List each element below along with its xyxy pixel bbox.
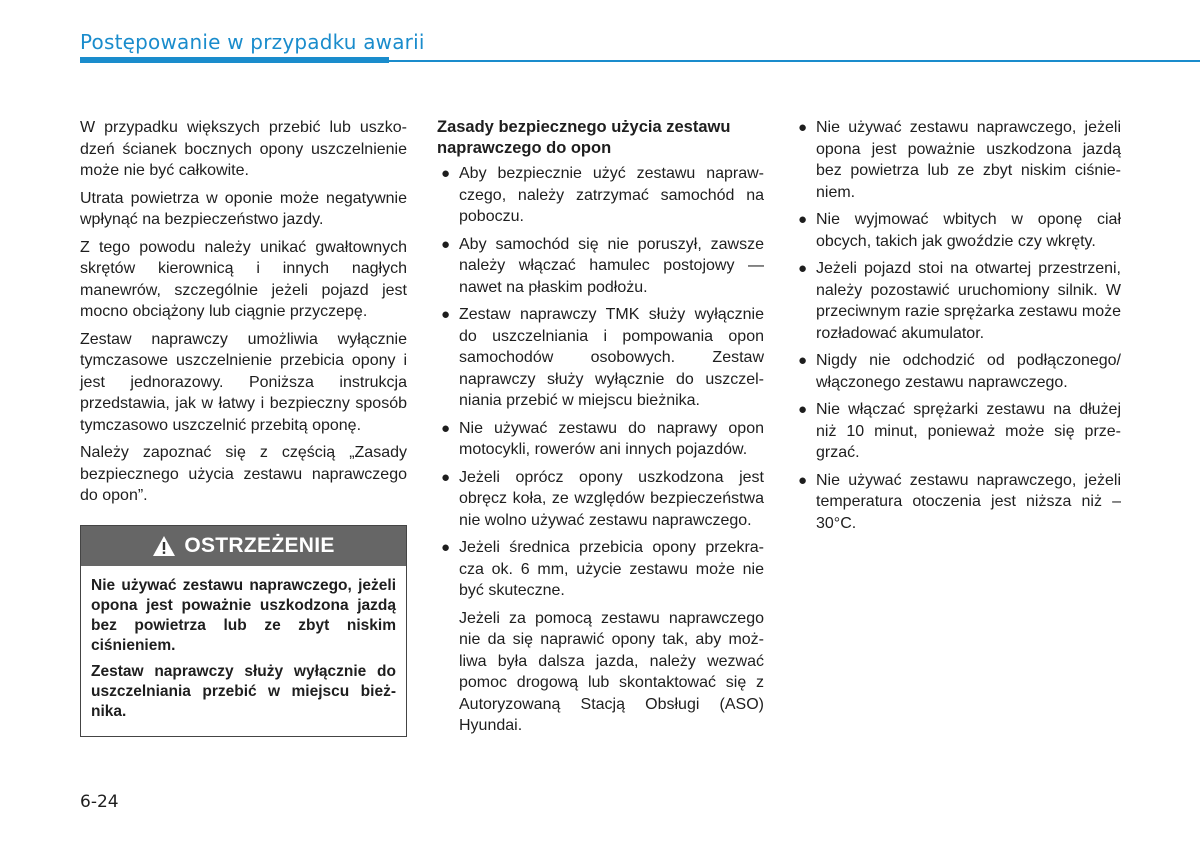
warning-body bbox=[81, 566, 406, 736]
list-item: ● Aby samochód się nie poruszył, zawsze należy włączać hamulec postojowy — nawet na płaskim podłożu. bbox=[441, 235, 764, 296]
bullet-icon: ● bbox=[441, 539, 451, 556]
list-item: ● Nie używać zestawu do naprawy opon motocykli, rowerów ani innych pojazdów. bbox=[441, 419, 764, 458]
bullet-icon: ● bbox=[441, 468, 451, 486]
warning-header bbox=[81, 526, 406, 566]
column-3 bbox=[794, 117, 1121, 540]
list-item: ● Jeżeli średnica przebicia opony przekracza ok. 6 mm, użycie zestawu może nie być skuteczne. bbox=[441, 539, 764, 599]
section-title: Postępowanie w przypadku awarii bbox=[80, 30, 425, 54]
paragraph: Należy zapoznać się z częścią „Zasady bezpiecznego użycia zestawu naprawczego do opon”. bbox=[80, 444, 407, 504]
column-2 bbox=[437, 117, 764, 743]
paragraph: Zestaw naprawczy umożliwia wyłącznie tymczasowe uszczelnienie przebicia opony i jest jednorazowy. Poniższa instrukcja przedstawia, jak w łatwy i bezpieczny sposób tymczasowo uszczelnić przebitą oponę. bbox=[80, 330, 407, 434]
list-item: ● Nie używać zestawu naprawczego, jeżeli temperatura otoczenia jest niższa niż –30°C. bbox=[798, 471, 1121, 532]
list-item: ● Aby bezpiecznie użyć zestawu naprawczego, należy zatrzymać samochód na poboczu. bbox=[441, 165, 764, 225]
column-1 bbox=[80, 117, 407, 737]
list-item: ● Nie włączać sprężarki zestawu na dłużej niż 10 minut, ponieważ może się przegrzać. bbox=[798, 401, 1121, 461]
paragraph: Z tego powodu należy unikać gwałtownych skrętów kierownicą i innych nagłych manewrów, szczególnie jeżeli pojazd jest mocno obciążony lub ciągnie przyczepę. bbox=[80, 238, 407, 320]
list-item: ● Jeżeli oprócz opony uszkodzona jest obręcz koła, ze względów bezpieczeństwa nie wolno używać zestawu naprawczego. bbox=[441, 468, 764, 529]
bullet-icon: ● bbox=[441, 165, 451, 182]
list-item: ● Zestaw naprawczy TMK służy wyłącznie do uszczelniania i pompowania opon samochodów osobowych. Zestaw naprawczy służy wyłącznie do uszczelniania przebić w miejscu bieżnika. bbox=[441, 306, 764, 409]
bullet-icon: ● bbox=[441, 306, 451, 323]
list-item: ● Nigdy nie odchodzić od podłączonego/ włączonego zestawu naprawczego. bbox=[798, 352, 1121, 391]
list-item: ● Jeżeli pojazd stoi na otwartej przestrzeni, należy pozostawić uruchomiony silnik. W przeciwnym razie sprężarka zestawu może rozładować akumulator. bbox=[798, 260, 1121, 342]
bullet-icon: ● bbox=[798, 352, 808, 369]
paragraph: W przypadku większych przebić lub uszkodzeń ścianek bocznych opony uszczelnienie może nie być całkowite. bbox=[80, 119, 407, 179]
bullet-icon: ● bbox=[798, 119, 808, 136]
bullet-list bbox=[794, 117, 1121, 534]
paragraph: Jeżeli za pomocą zestawu naprawczego nie da się naprawić opony tak, aby możliwa była dalsza jazda, należy wezwać pomoc drogową lub skontaktować się z Autoryzowaną Stacją Obsługi (ASO) Hyundai. bbox=[459, 609, 764, 734]
bullet-icon: ● bbox=[798, 401, 808, 418]
header-rule-accent bbox=[80, 57, 389, 63]
warning-text: Zestaw naprawczy służy wyłącznie do uszczelniania przebić w miejscu bieżnika. bbox=[91, 662, 396, 720]
bullet-list bbox=[437, 163, 764, 602]
list-item: ● Nie używać zestawu naprawczego, jeżeli opona jest poważnie uszkodzona jazdą bez powietrza lub ze zbyt niskim ciśnieniem. bbox=[798, 119, 1121, 201]
paragraph: Utrata powietrza w oponie może negatywnie wpłynąć na bezpieczeństwo jazdy. bbox=[80, 189, 407, 228]
warning-text: Nie używać zestawu naprawczego, jeżeli opona jest poważnie uszkodzona jazdą bez powietrza lub ze zbyt niskim ciśnieniem. bbox=[91, 576, 396, 654]
warning-box bbox=[80, 525, 407, 737]
list-item: ● Nie wyjmować wbitych w oponę ciał obcych, takich jak gwoździe czy wkręty. bbox=[798, 211, 1121, 250]
bullet-icon: ● bbox=[798, 211, 808, 228]
bullet-icon: ● bbox=[441, 419, 451, 437]
page-number: 6-24 bbox=[80, 792, 119, 812]
warning-triangle-icon bbox=[152, 535, 176, 557]
bullet-icon: ● bbox=[798, 260, 808, 277]
warning-title: OSTRZEŻENIE bbox=[184, 533, 335, 557]
bullet-icon: ● bbox=[798, 471, 808, 489]
section-heading: Zasady bezpiecznego użycia zestawu naprawczego do opon bbox=[437, 118, 731, 157]
bullet-icon: ● bbox=[441, 235, 451, 253]
